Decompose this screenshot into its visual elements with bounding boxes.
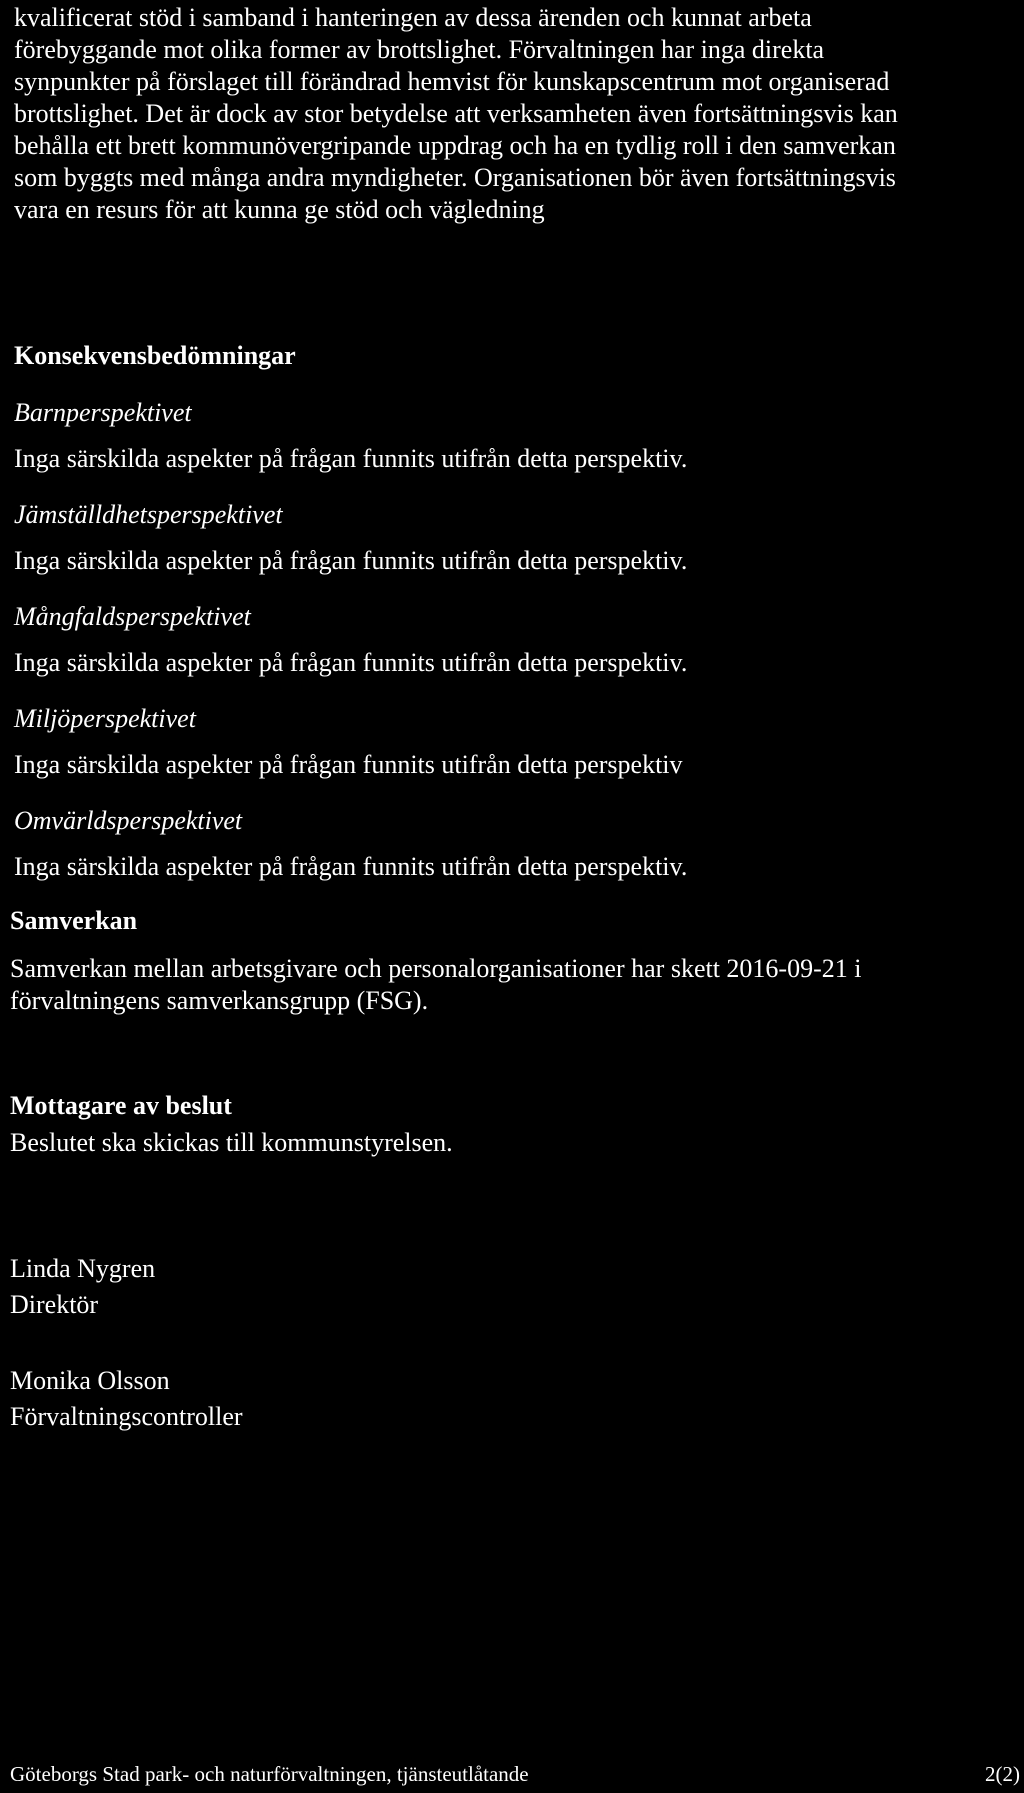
intro-line: brottslighet. Det är dock av stor betydelse att verksamheten även fortsättningsvis kan <box>14 99 898 128</box>
perspective-text-mangfald: Inga särskilda aspekter på frågan funnits utifrån detta perspektiv. <box>14 648 688 677</box>
signature-block <box>10 1363 1000 1435</box>
intro-line: vara en resurs för att kunna ge stöd och vägledning <box>14 195 545 224</box>
perspective-text-miljo: Inga särskilda aspekter på frågan funnits utifrån detta perspektiv <box>14 750 683 779</box>
signatory-title: Direktör <box>10 1290 99 1319</box>
intro-line: behålla ett brett kommunövergripande uppdrag och ha en tydlig roll i den samverkan <box>14 131 896 160</box>
signatory-title: Förvaltningscontroller <box>10 1402 243 1431</box>
perspective-text-omvarld: Inga särskilda aspekter på frågan funnits utifrån detta perspektiv. <box>14 852 688 881</box>
samverkan-line: Samverkan mellan arbetsgivare och personalorganisationer har skett 2016-09-21 i <box>10 954 862 983</box>
perspective-text-barn: Inga särskilda aspekter på frågan funnits utifrån detta perspektiv. <box>14 444 688 473</box>
konsekvens-heading: Konsekvensbedömningar <box>14 341 296 370</box>
perspective-title-barn: Barnperspektivet <box>14 398 192 427</box>
intro-line: som byggts med många andra myndigheter. Organisationen bör även fortsättningsvis <box>14 163 896 192</box>
perspective-text-jamstalldhet: Inga särskilda aspekter på frågan funnits utifrån detta perspektiv. <box>14 546 688 575</box>
samverkan-heading: Samverkan <box>10 906 138 935</box>
intro-line: förebyggande mot olika former av brottslighet. Förvaltningen har inga direkta <box>14 35 825 64</box>
intro-line: synpunkter på förslaget till förändrad hemvist för kunskapscentrum mot organiserad <box>14 67 890 96</box>
signatory-name: Linda Nygren <box>10 1254 156 1283</box>
mottagare-text: Beslutet ska skickas till kommunstyrelsen. <box>10 1128 453 1157</box>
intro-paragraph <box>14 2 1004 226</box>
signatory-name: Monika Olsson <box>10 1366 170 1395</box>
mottagare-heading: Mottagare av beslut <box>10 1091 232 1120</box>
signature-block <box>10 1251 1000 1323</box>
perspective-title-miljo: Miljöperspektivet <box>14 704 196 733</box>
perspective-title-jamstalldhet: Jämställdhetsperspektivet <box>14 500 283 529</box>
perspective-title-mangfald: Mångfaldsperspektivet <box>14 602 251 631</box>
intro-line: kvalificerat stöd i samband i hanteringen av dessa ärenden och kunnat arbeta <box>14 3 812 32</box>
samverkan-paragraph <box>10 953 1000 1017</box>
samverkan-line: förvaltningens samverkansgrupp (FSG). <box>10 986 429 1015</box>
footer-text: Göteborgs Stad park- och naturförvaltningen, tjänsteutlåtande <box>10 1762 529 1786</box>
page-number: 2(2) <box>985 1762 1020 1786</box>
perspective-title-omvarld: Omvärldsperspektivet <box>14 806 243 835</box>
